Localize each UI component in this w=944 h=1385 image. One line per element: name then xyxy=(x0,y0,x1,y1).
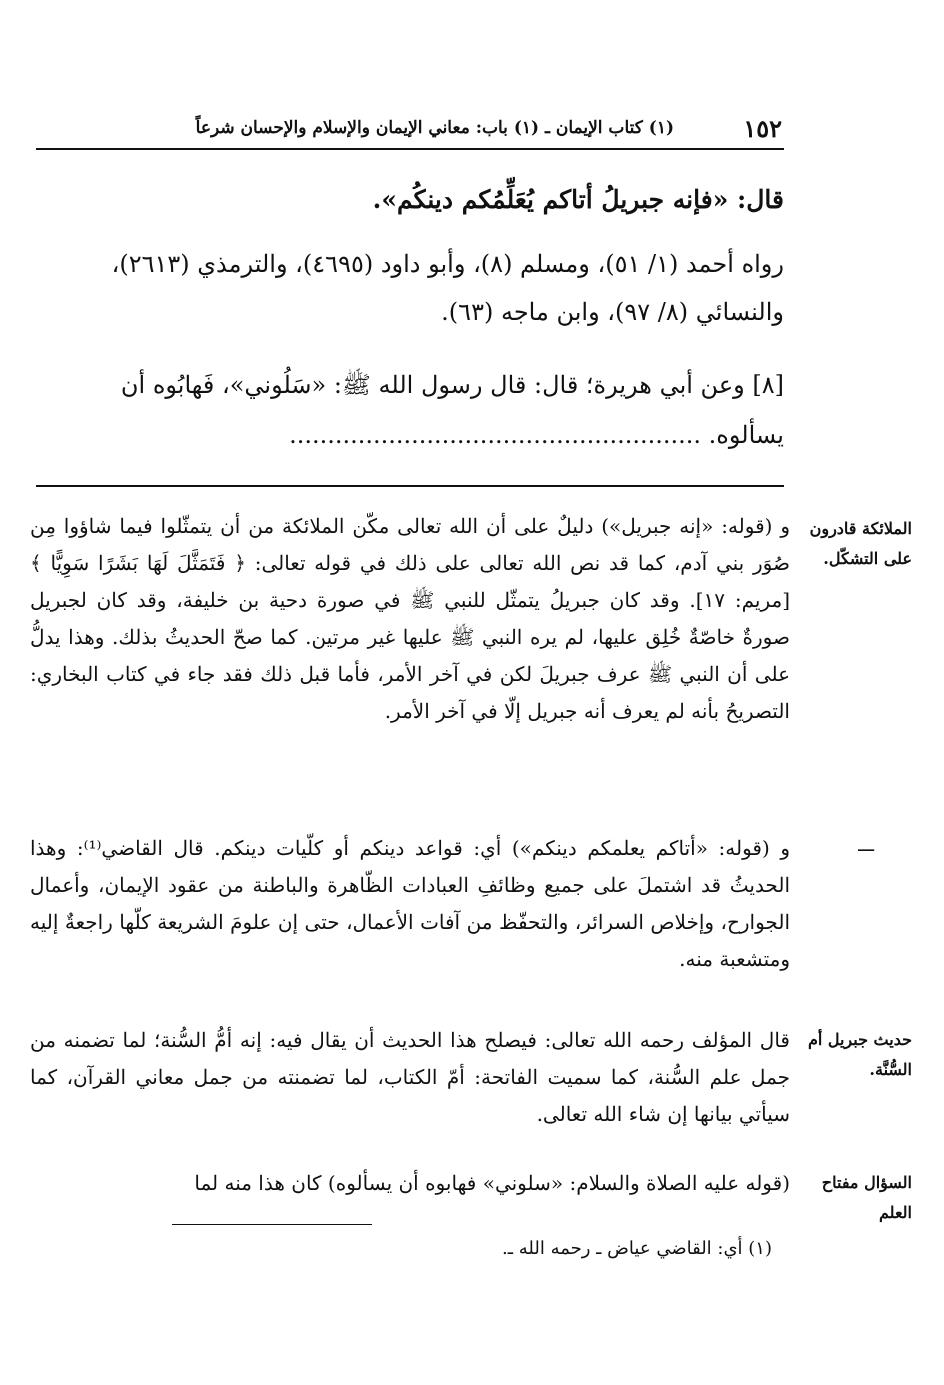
footnote-rule xyxy=(172,1224,372,1225)
ellipsis-dots: ...................................................... xyxy=(289,421,702,449)
commentary-paragraph-1 xyxy=(30,508,790,730)
commentary-text-1: و (قوله: «إنه جبريل») دليلٌ على أن الله تعالى مكّن الملائكة من أن يتمثّلوا فيما شاؤوا مِن صُوَر بني آدم، كما قد نص الله تعالى على ذلك في قوله تعالى: ﴿ فَتَمَثَّلَ لَهَا بَشَرًا سَوِيًّا ﴾ [مريم: ١٧]. وقد كان جبريلُ يتمثّل للنبي ﷺ في صورة دحية بن خليفة، وقد كان لجبريل صورةٌ خاصّةٌ خُلِق عليها، لم يره النبي ﷺ عليها غير مرتين. كما صحّ الحديثُ بذلك. وهذا يدلُّ على أن النبي ﷺ عرف جبريلَ لكن في آخر الأمر، فأما قبل ذلك فقد جاء في كتاب البخاري: التصريحُ بأنه لم يعرف أنه جبريل إلّا في آخر الأمر. xyxy=(30,514,790,723)
hadith-riwaya: رواه أحمد (١/ ٥١)، ومسلم (٨)، وأبو داود (٤٦٩٥)، والترمذي (٢٦١٣)، والنسائي (٨/ ٩٧)، وابن ماجه (٦٣). xyxy=(111,250,784,326)
margin-dash: ـــ xyxy=(858,835,874,856)
commentary-text-4: (قوله عليه الصلاة والسلام: «سلوني» فهابوه أن يسألوه) كان هذا منه لما xyxy=(194,1171,790,1195)
page-number: ١٥٢ xyxy=(743,114,782,143)
section-divider xyxy=(36,485,784,487)
margin-note-angels: الملائكة قادرون على التشكّل. xyxy=(809,519,912,568)
running-header xyxy=(36,108,784,150)
commentary-text-3: قال المؤلف رحمه الله تعالى: فيصلح هذا الحديث أن يقال فيه: إنه أمُّ السُّنة؛ لما تضمنه من جمل علم السُّنة، كما سميت الفاتحة: أمّ الكتاب، لما تضمنته من جمل معاني القرآن، كما سيأتي بيانها إن شاء الله تعالى. xyxy=(30,1028,790,1126)
hadith-qala: قال: «فإنه جبريلُ أتاكم يُعَلِّمُكم دينكُم». xyxy=(372,185,784,214)
commentary-paragraph-4 xyxy=(30,1165,790,1202)
running-title: (١) كتاب الإيمان ـ (١) باب: معاني الإيمان والإسلام والإحسان شرعاً xyxy=(195,118,674,138)
hadith-eight-text: [٨] وعن أبي هريرة؛ قال: قال رسول الله ﷺ: «سَلُوني»، فَهابُوه أن يسألوه. xyxy=(120,371,784,449)
footnote: (١) أي: القاضي عياض ـ رحمه الله ـ. xyxy=(502,1238,772,1259)
margin-note-question: السؤال مفتاح العلم xyxy=(821,1173,912,1222)
hadith-eight xyxy=(38,360,784,460)
margin-note-umm-sunna: حديث جبريل أم السُّنَّة. xyxy=(807,1030,912,1079)
commentary-text-2: و (قوله: «أتاكم يعلمكم دينكم») أي: قواعد دينكم أو كلّيات دينكم. قال القاضي⁽¹⁾: وهذا الحديثُ قد اشتملَ على جميع وظائفِ العبادات الظّاهرة والباطنة من عقود الإيمان، وأعمال الجوارح، وإخلاص السرائر، والتحفّظ من آفات الأعمال، حتى إن علومَ الشريعة كلّها راجعةٌ إليه ومتشعبة منه. xyxy=(30,836,790,971)
commentary-paragraph-3 xyxy=(30,1022,790,1133)
commentary-paragraph-2 xyxy=(30,830,790,978)
